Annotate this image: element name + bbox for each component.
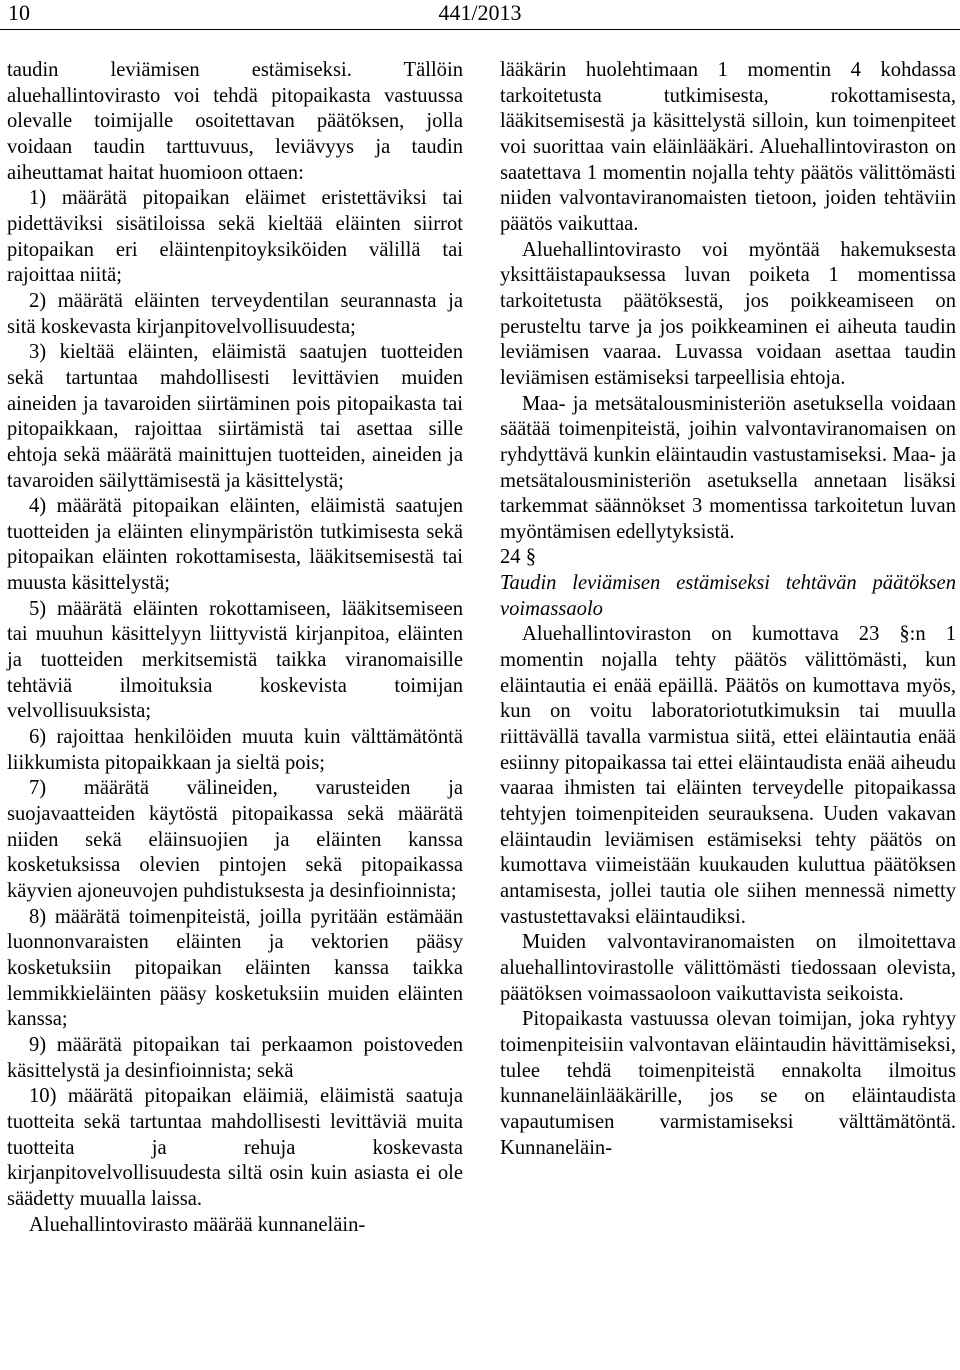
left-column [7,58,463,1238]
list-item: 5) määrätä eläinten rokottamiseen, lääkitsemiseen tai muuhun käsittelyyn liittyvistä kirjanpitoa, eläinten ja tuotteiden merkitsemistä taikka viranomaisille tehtäviä ilmoituksia koskevista toimijan velvollisuuksista; [7,597,463,723]
paragraph: Aluehallintovirasto määrää kunnaneläin- [29,1213,366,1236]
paragraph: Muiden valvontaviranomaisten on ilmoitettava aluehallintovirastolle välittömästi tiedossaan olevista, päätöksen voimassaoloon vaikuttavista seikoista. [500,931,956,1005]
paragraph: Aluehallintoviraston on kumottava 23 §:n 1 momentin nojalla tehty päätös välittömästi, kun eläintautia ei enää epäillä. Päätös on kumottava myös, kun on voitu laboratoriotutkimuksin tai muulla riittävällä tavalla varmistua siitä, ettei eläintautia enää esiinny pitopaikassa tai ettei eläintaudista enää aiheudu vaaraa ihmisten tai eläinten terveydelle pitopaikassa tehtyjen toimenpiteiden seurauksena. Uuden vakavan eläintaudin leviämisen estämiseksi tehty päätös on kumottava viimeistään kuukauden kuluttua päätöksen antamisesta, jollei tautia ole siihen mennessä nimetty vastustettavaksi eläintaudiksi. [500,623,956,928]
list-item: 4) määrätä pitopaikan eläinten, eläimistä saatujen tuotteiden ja eläinten elinympäristön tutkimisesta sekä pitopaikan eläinten rokottamisesta, lääkitsemisestä tai muusta käsittelystä; [7,495,463,595]
list-item: 2) määrätä eläinten terveydentilan seurannasta ja sitä koskevasta kirjanpitovelvollisuudesta; [7,289,463,338]
paragraph: taudin leviämisen estämiseksi. Tällöin aluehallintovirasto voi tehdä pitopaikasta vastuussa olevalle toimijalle osoitettavan päätöksen, jolla voidaan taudin tarttuvuus, leviävyys ja taudin aiheuttamat haitat huomioon ottaen: [7,59,463,184]
list-item: 1) määrätä pitopaikan eläimet eristettäviksi tai pidettäviksi sisätiloissa sekä kieltää eläinten siirrot pitopaikan eri eläintenpitoyksiköiden välillä tai rajoittaa niitä; [7,187,463,287]
document-id: 441/2013 [438,0,522,25]
page-number: 10 [8,0,30,25]
paragraph: Aluehallintovirasto voi myöntää hakemuksesta yksittäistapauksessa luvan poiketa 1 momentissa tarkoitetusta päätöksestä, jos poikkeamiseen on perusteltu tarve ja jos poikkeaminen ei aiheuta taudin leviämisen vaaraa. Luvassa voidaan asettaa taudin leviämisen estämiseksi tarpeellisia ehtoja. [500,238,956,389]
list-item: 6) rajoittaa henkilöiden muuta kuin välttämätöntä liikkumista pitopaikkaan ja sieltä pois; [7,726,463,774]
paragraph: Pitopaikasta vastuussa olevan toimijan, joka ryhtyy toimenpiteisiin valvontavan eläintaudin hävittämiseksi, tulee tehdä toimenpiteistä ennakolta ilmoitus kunnaneläinlääkärille, jos se on eläintaudista vapautumisen varmistamiseksi välttämätöntä. Kunnaneläin- [500,1008,956,1159]
section-title: Taudin leviämisen estämiseksi tehtävän päätöksen voimassaolo [500,572,956,620]
right-column [500,58,956,1161]
section-number: 24 § [500,546,537,569]
list-item: 7) määrätä välineiden, varusteiden ja suojavaatteiden käytöstä pitopaikassa sekä määrätä niiden sekä eläinsuojien ja eläinten kanssa kosketuksissa olevien pintojen sekä pitopaikassa käyvien ajoneuvojen puhdistuksesta ja desinfioinnista; [7,777,463,902]
paragraph: lääkärin huolehtimaan 1 momentin 4 kohdassa tarkoitetusta tutkimisesta, rokottamisesta, lääkitsemisestä ja käsittelystä silloin, kun toimenpiteet voi suorittaa vain eläinlääkäri. Aluehallintoviraston on saatettava 1 momentin nojalla tehty päätös välittömästi niiden valvontaviranomaisten tietoon, joiden tehtäviin päätös vaikuttaa. [500,59,956,235]
list-item: 10) määrätä pitopaikan eläimiä, eläimistä saatuja tuotteita sekä tartuntaa mahdollisesti levittäviä muita tuotteita ja rehuja koskevasta kirjanpitovelvollisuudesta siltä osin kuin asiasta ei ole säädetty muualla laissa. [7,1085,463,1210]
list-item: 8) määrätä toimenpiteistä, joilla pyritään estämään luonnonvaraisten eläinten ja vektorien pääsy kosketuksiin pitopaikan eläinten kanssa taikka lemmikkieläinten pääsy kosketuksiin muiden eläinten kanssa; [7,905,463,1031]
paragraph: Maa- ja metsätalousministeriön asetuksella voidaan säätää toimenpiteistä, joihin valvontaviranomaisen on ryhdyttävä kunkin eläintaudin vastustamiseksi. Maa- ja metsätalousministeriön asetuksella annetaan lisäksi tarkemmat säännökset 3 momentissa tarkoitetun luvan myöntämisen edellytyksistä. [500,392,956,543]
list-item: 9) määrätä pitopaikan tai perkaamon poistoveden käsittelystä ja desinfioinnista; sekä [7,1033,463,1082]
list-item: 3) kieltää eläinten, eläimistä saatujen tuotteiden sekä tartuntaa mahdollisesti levittävien muiden aineiden ja tavaroiden siirtäminen pois pitopaikasta tai pitopaikkaan, rajoittaa siirtämistä tai asettaa sille ehtoja sekä määrätä mainittujen tuotteiden, aineiden ja tavaroiden säilyttämisestä ja käsittelystä; [7,341,463,492]
header-rule [0,29,960,30]
